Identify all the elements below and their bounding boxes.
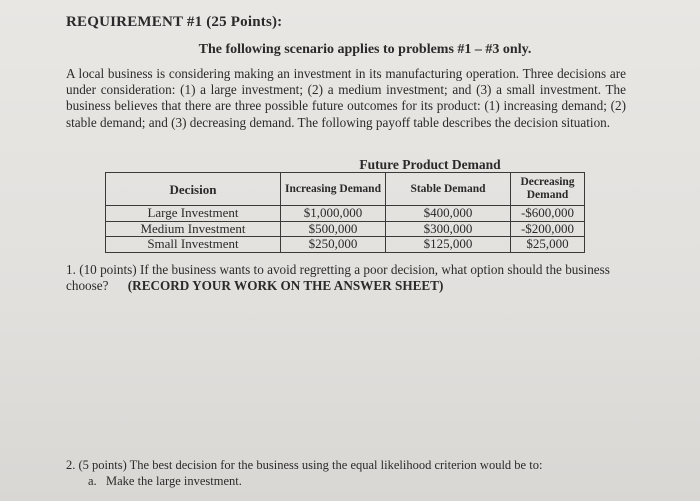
cell-decision: Large Investment [106,206,281,222]
cell-value: $500,000 [281,221,386,237]
scenario-paragraph: A local business is considering making an investment in its manufacturing operation. Three decisions are under consideration: (1) a large investment; (2) a medium investment; and (3) a small investment. The business believes that there are three possible future outcomes for its product: (1) increasing demand; (2) stable demand; and (3) decreasing demand. The following payoff table describes the decision situation. [66,66,626,130]
question-1 [66,262,636,293]
cell-value: $25,000 [511,237,585,253]
cell-decision: Medium Investment [106,221,281,237]
table-row [106,237,585,253]
question-2-text: 2. (5 points) The best decision for the business using the equal likelihood criterion would be to: [66,458,543,472]
scenario-note: The following scenario applies to problems #1 – #3 only. [198,42,532,57]
cell-value: -$200,000 [511,221,585,237]
requirement-title: REQUIREMENT #1 (25 Points): [66,14,283,30]
header-increasing-demand: Increasing Demand [281,173,386,206]
future-demand-header: Future Product Demand [359,157,501,172]
header-stable-demand: Stable Demand [386,173,511,206]
table-row [106,206,585,222]
payoff-table [105,172,585,253]
option-text: Make the large investment. [106,474,242,488]
cell-value: $300,000 [386,221,511,237]
question-2-option-a [88,474,242,489]
table-header-row [106,173,585,206]
table-row [106,221,585,237]
cell-value: $1,000,000 [281,206,386,222]
cell-decision: Small Investment [106,237,281,253]
header-decision: Decision [106,173,281,206]
option-letter: a. [88,474,97,488]
question-1-text: 1. (10 points) If the business wants to avoid regretting a poor decision, what option should the business choose? [66,262,610,293]
cell-value: $400,000 [386,206,511,222]
cell-value: $250,000 [281,237,386,253]
header-decreasing-demand: Decreasing Demand [511,173,585,206]
cell-value: -$600,000 [511,206,585,222]
question-1-instruction: (RECORD YOUR WORK ON THE ANSWER SHEET) [127,277,444,293]
cell-value: $125,000 [386,237,511,253]
